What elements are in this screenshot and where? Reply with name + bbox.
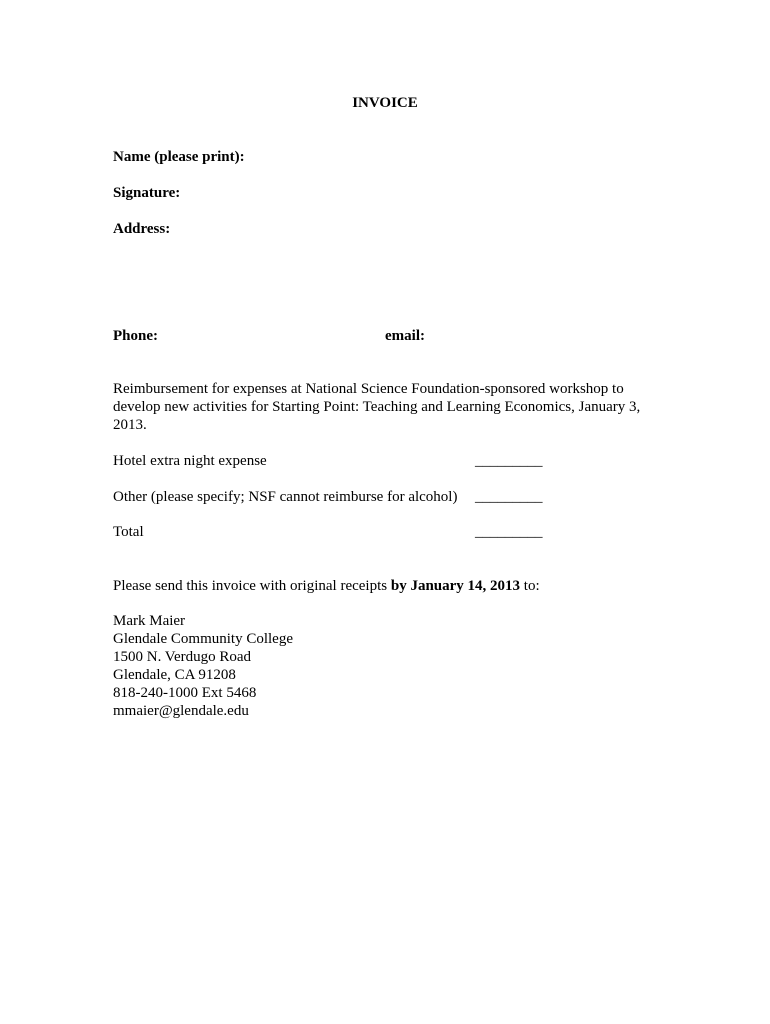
recipient-phone: 818-240-1000 Ext 5468 (113, 685, 257, 701)
instructions-deadline: by January 14, 2013 (390, 578, 521, 594)
address-label: Address: (113, 221, 171, 237)
recipient-street: 1500 N. Verdugo Road (113, 649, 252, 665)
recipient-address-block (113, 612, 293, 720)
expense-blank-other: _________ (475, 489, 543, 505)
instructions-suffix: to: (520, 578, 540, 594)
expense-blank-total: _________ (475, 524, 543, 540)
expense-label-hotel: Hotel extra night expense (113, 453, 267, 469)
recipient-organization: Glendale Community College (113, 631, 293, 647)
instructions-prefix: Please send this invoice with original receipts (113, 578, 391, 594)
reimbursement-description: Reimbursement for expenses at National Science Foundation-sponsored workshop to develop new activities for Starting Point: Teaching and Learning Economics, January 3, 2013. (113, 381, 641, 433)
expense-blank-hotel: _________ (475, 453, 543, 469)
recipient-email: mmaier@glendale.edu (113, 703, 249, 719)
recipient-name: Mark Maier (113, 613, 186, 629)
expense-label-total: Total (113, 524, 144, 540)
document-title: INVOICE (352, 95, 418, 111)
expense-label-other: Other (please specify; NSF cannot reimburse for alcohol) (113, 489, 458, 505)
recipient-city-state-zip: Glendale, CA 91208 (113, 667, 236, 683)
send-instructions (113, 577, 540, 595)
signature-label: Signature: (113, 185, 181, 201)
email-label: email: (385, 328, 425, 344)
phone-label: Phone: (113, 328, 158, 344)
name-label: Name (please print): (113, 149, 245, 165)
